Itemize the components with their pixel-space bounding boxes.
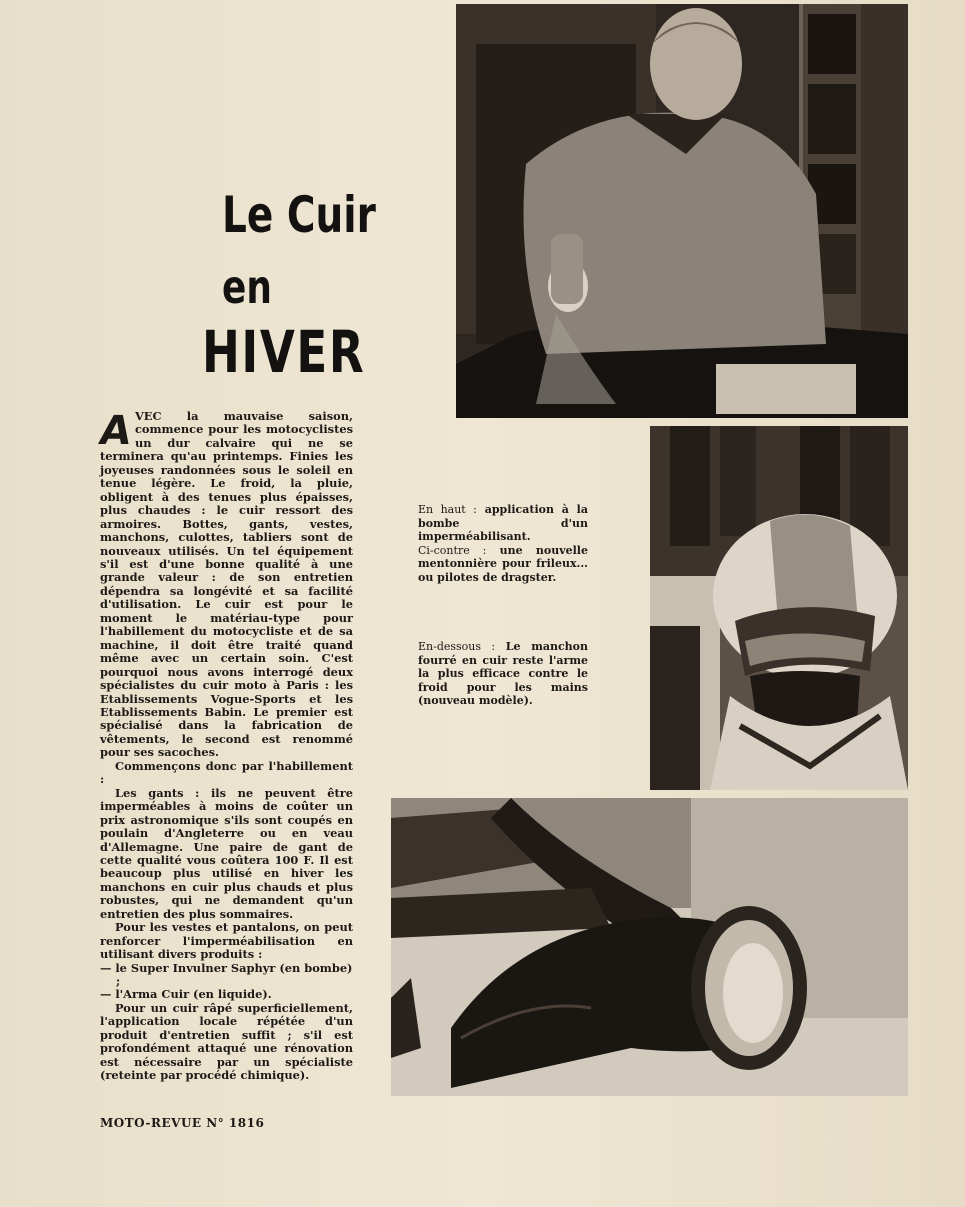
article-paragraph: Pour les vestes et pantalons, on peut renforcer l'imperméabilisation en utilisant divers produits : — [100, 920, 353, 962]
caption-bottom — [418, 640, 588, 708]
article-paragraph: Les gants : ils ne peuvent être imperméables à moins de coûter un prix astronomique s'ils sont coupés en poulain d'Angleterre ou en veau d'Allemagne. Une paire de gant de cette qualité vous coûtera 100 F. Il est beaucoup plus utilisé en hiver les manchons en cuir plus chauds et plus robustes, qui ne demandent qu'un entretien des plus sommaires. — [100, 785, 353, 921]
photo-man-spraying-leather — [456, 4, 908, 418]
article-paragraph: Commençons donc par l'habillement : — [100, 758, 353, 787]
product-list-item: — le Super Invulner Saphyr (en bombe) ; — [100, 960, 353, 989]
article-paragraph-intro — [95, 408, 353, 760]
caption-label: Ci-contre : — [418, 543, 487, 557]
title-line-3: HIVER — [202, 318, 366, 386]
photo-helmet-face-guard — [650, 426, 908, 790]
title-line-1: Le Cuir — [222, 186, 376, 244]
caption-label: En haut : — [418, 503, 477, 516]
product-list-item: — l'Arma Cuir (en liquide). — [100, 987, 272, 1002]
caption-text: une nouvelle mentonnière pour frileux... ou pilotes de dragster. — [418, 543, 588, 584]
article-body — [95, 408, 353, 1083]
caption-label: En-dessous : — [418, 640, 496, 653]
drop-cap: A — [95, 408, 136, 454]
caption-text: Le manchon fourré en cuir reste l'arme la plus efficace contre le froid pour les mains (nouveau modèle). — [418, 640, 588, 708]
caption-top-and-middle — [418, 503, 588, 585]
intro-text: VEC la mauvaise saison, commence pour les motocyclistes un dur calvaire qui ne se terminera qu'au printemps. Finies les joyeuses randonnées sous le soleil en tenue légère. Le froid, la pluie, obligent à des tenues plus épaisses, plus chaudes : le cuir ressort des armoires. Bottes, gants, vestes, manchons, culottes, tabliers sont de nouveaux utilisés. Un tel équipement s'il est d'une bonne qualité à une grande valeur : de son entretien dépendra sa longévité et sa facilité d'utilisation. Le cuir est pour le moment le matériau-type pour l'habillement du motocycliste et de sa machine, il doit être traité quand même avec un certain soin. C'est pourquoi nous avons interrogé deux spécialistes du cuir moto à Paris : les Etablissements Vogue-Sports et les Etablissements Babin. Le premier est spécialisé dans la fabrication de vêtements, le second est renommé pour ses sacoches. — [100, 409, 353, 760]
caption-text: application à la bombe d'un imperméabilisant. — [418, 503, 588, 544]
photo-leather-muff — [391, 798, 908, 1096]
article-paragraph-closing: Pour un cuir râpé superficiellement, l'application locale répétée d'un produit d'entretien suffit ; s'il est profondément attaqué une rénovation est nécessaire par un spécialiste (reteinte par procédé chimique). — [100, 1000, 353, 1083]
title-line-2: en — [222, 260, 272, 314]
page-footer: MOTO-REVUE N° 1816 — [100, 1116, 265, 1130]
